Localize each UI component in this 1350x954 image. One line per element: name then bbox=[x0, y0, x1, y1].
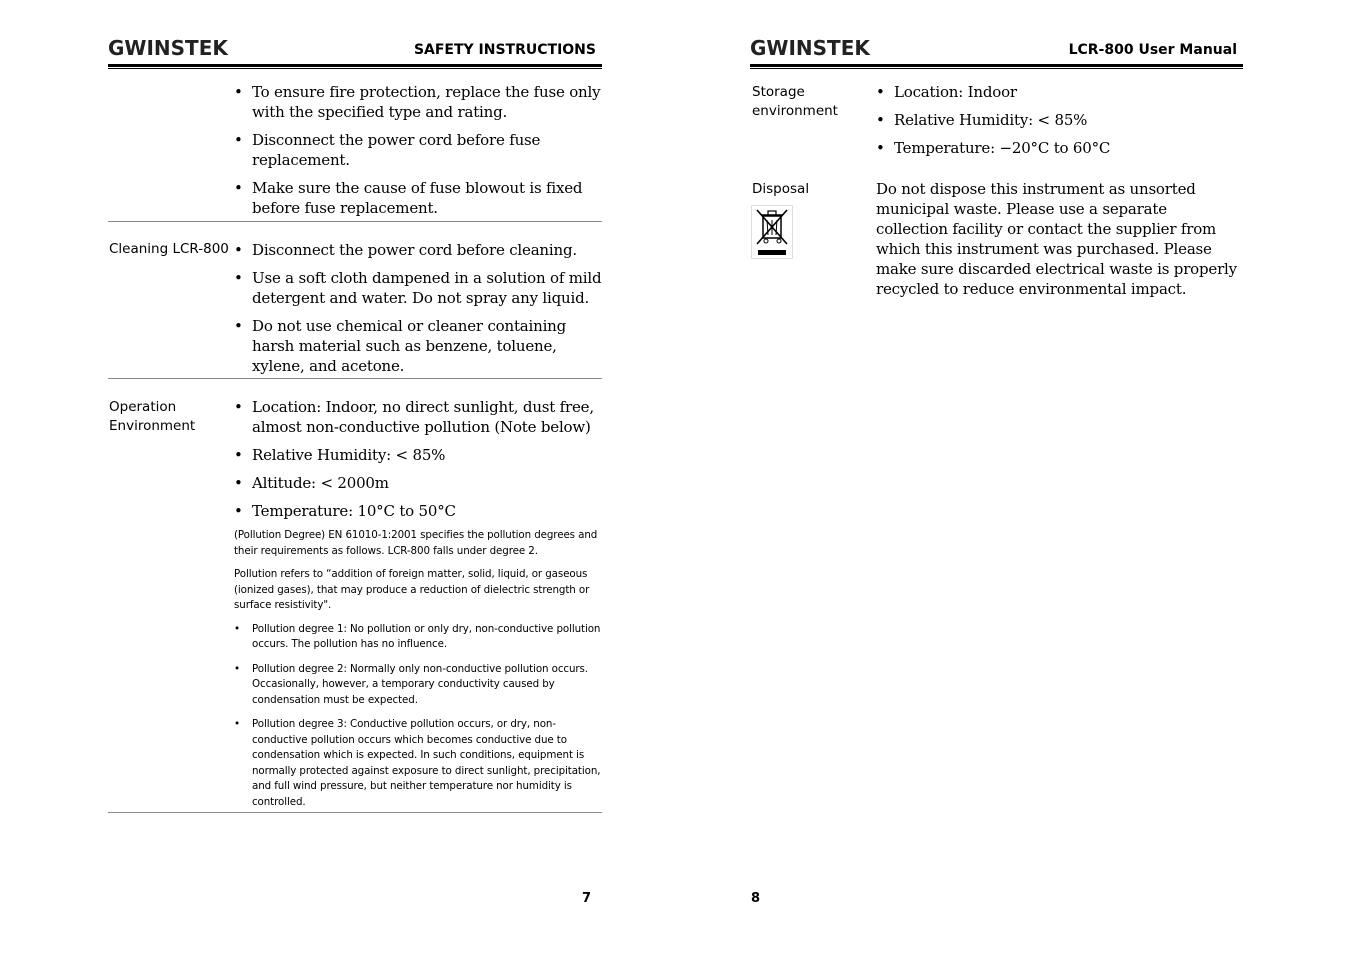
storage-bullet: • Location: Indoor bbox=[876, 82, 1243, 102]
operation-bullet: • Temperature: 10°C to 50°C bbox=[234, 501, 602, 521]
fuse-bullet: • Disconnect the power cord before fuse replacement. bbox=[234, 130, 602, 170]
right-page bbox=[750, 0, 1243, 954]
operation-label-line2: Environment bbox=[109, 418, 196, 434]
gwinstek-logo: GWINSTEK bbox=[750, 36, 870, 60]
running-head: LCR-800 User Manual bbox=[1068, 42, 1237, 58]
cleaning-bullet: • Do not use chemical or cleaner containing harsh material such as benzene, toluene, xylene, and acetone. bbox=[234, 316, 602, 376]
cleaning-bullet: • Use a soft cloth dampened in a solution of mild detergent and water. Do not spray any liquid. bbox=[234, 268, 602, 308]
left-page bbox=[108, 0, 602, 954]
gwinstek-logo: GWINSTEK bbox=[108, 36, 228, 60]
running-head: SAFETY INSTRUCTIONS bbox=[413, 42, 596, 58]
cleaning-bullet: • Disconnect the power cord before cleaning. bbox=[234, 240, 602, 260]
operation-bullet: • Altitude: < 2000m bbox=[234, 473, 602, 493]
header-rule-thin bbox=[750, 68, 1243, 69]
weee-crossed-bin-icon bbox=[751, 205, 793, 259]
disposal-text: Do not dispose this instrument as unsorted municipal waste. Please use a separate collection facility or contact the supplier from which this instrument was purchased. Please make sure discarded electrical waste is properly recycled to reduce environmental impact. bbox=[876, 180, 1237, 298]
section-divider bbox=[108, 221, 602, 222]
pollution-degree-note: (Pollution Degree) EN 61010-1:2001 specifies the pollution degrees and their requirements as follows. LCR-800 falls under degree 2. bbox=[234, 529, 598, 557]
storage-label-line2: environment bbox=[752, 103, 838, 119]
operation-label bbox=[109, 398, 229, 436]
page-number: 8 bbox=[751, 891, 761, 906]
cleaning-label: Cleaning LCR-800 bbox=[109, 241, 229, 257]
storage-label bbox=[752, 83, 872, 121]
pollution-degree-item: • Pollution degree 3: Conductive pollution occurs, or dry, non-conductive pollution occurs which becomes conductive due to condensation which is expected. In such conditions, equipment is normally protected against exposure to direct sunlight, precipitation, and full wind pressure, but neither temperature nor humidity is controlled. bbox=[234, 717, 602, 810]
operation-bullet: • Relative Humidity: < 85% bbox=[234, 445, 602, 465]
storage-label-line1: Storage bbox=[752, 84, 805, 100]
page-number: 7 bbox=[582, 891, 592, 906]
storage-bullet: • Temperature: −20°C to 60°C bbox=[876, 138, 1243, 158]
operation-label-line1: Operation bbox=[109, 399, 177, 415]
pollution-degree-item: • Pollution degree 1: No pollution or only dry, non-conductive pollution occurs. The pollution has no influence. bbox=[234, 622, 602, 653]
fuse-bullet: • To ensure fire protection, replace the fuse only with the specified type and rating. bbox=[234, 82, 602, 122]
section-divider bbox=[108, 378, 602, 379]
header-rule bbox=[108, 64, 602, 67]
storage-bullet: • Relative Humidity: < 85% bbox=[876, 110, 1243, 130]
disposal-label: Disposal bbox=[752, 181, 810, 197]
operation-bullet: • Location: Indoor, no direct sunlight, dust free, almost non-conductive pollution (Note below) bbox=[234, 397, 602, 437]
fuse-bullet: • Make sure the cause of fuse blowout is fixed before fuse replacement. bbox=[234, 178, 602, 218]
pollution-definition-note: Pollution refers to “addition of foreign matter, solid, liquid, or gaseous (ionized gases), that may produce a reduction of dielectric strength or surface resistivity". bbox=[234, 568, 590, 611]
header-rule bbox=[750, 64, 1243, 67]
header-rule-thin bbox=[108, 68, 602, 69]
pollution-degree-item: • Pollution degree 2: Normally only non-conductive pollution occurs. Occasionally, however, a temporary conductivity caused by condensation must be expected. bbox=[234, 662, 602, 709]
section-divider bbox=[108, 812, 602, 813]
